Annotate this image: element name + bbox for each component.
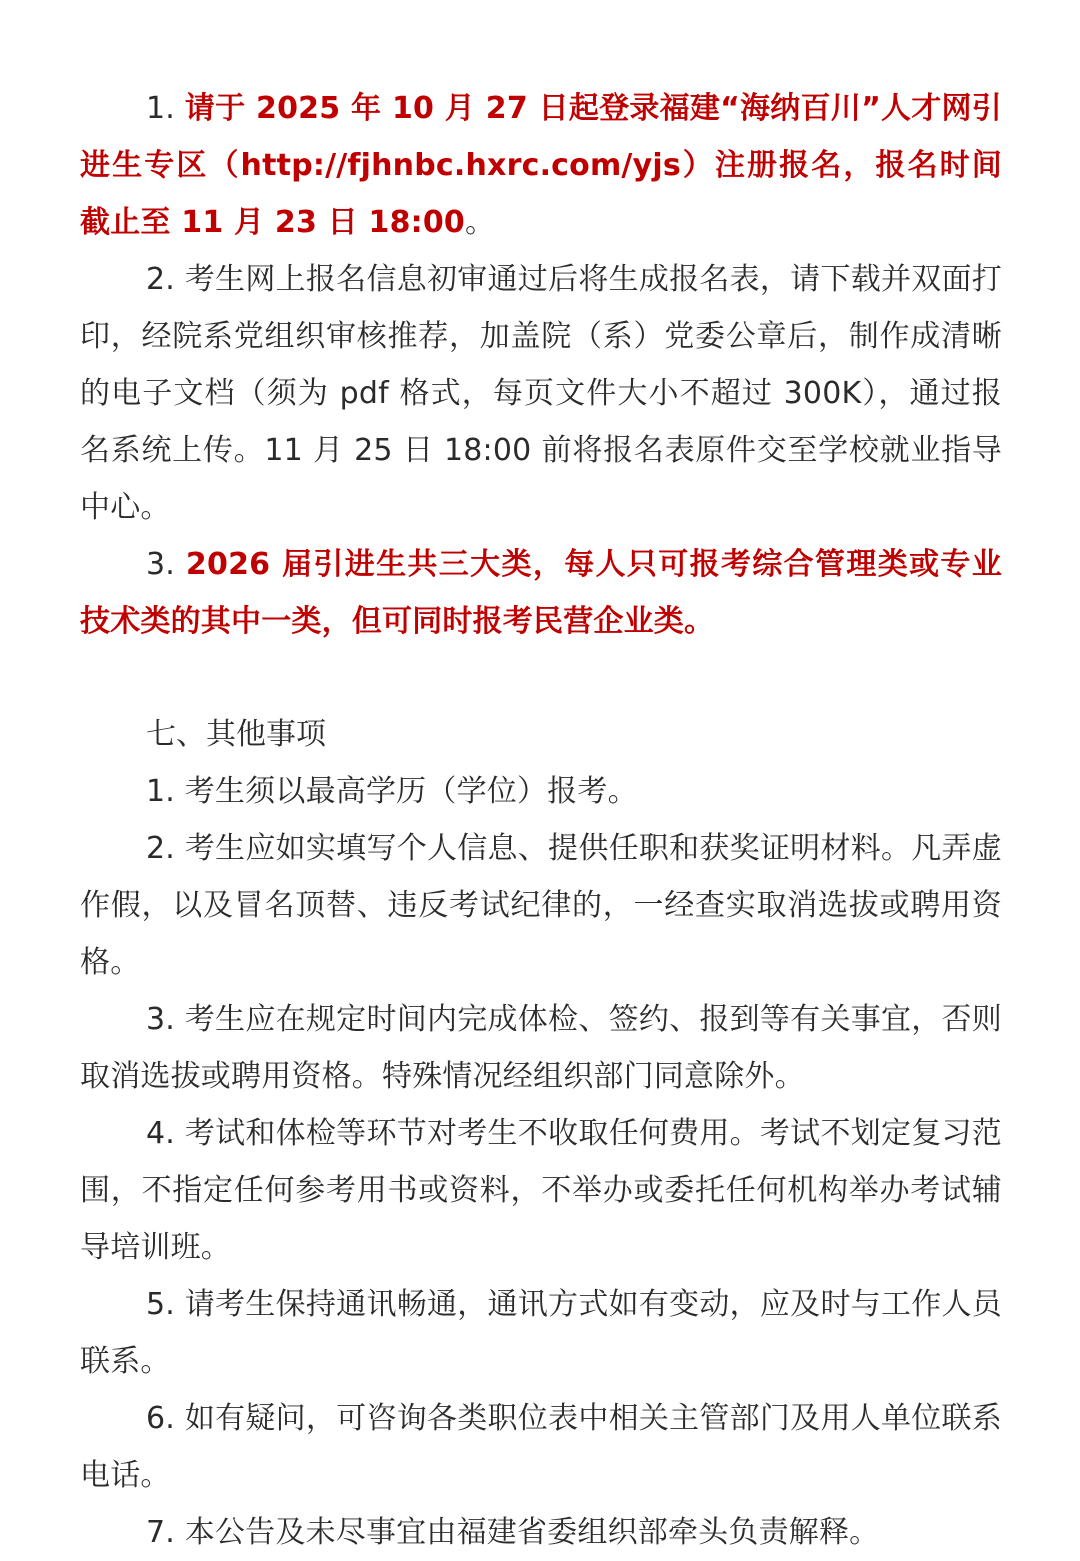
other-item-6 xyxy=(80,1390,1002,1504)
registration-deadline-text: 请于 2025 年 10 月 27 日起登录福建“海纳百川”人才网引进生专区（http://fjhnbc.hxrc.com/yjs）注册报名，报名时间截止至 11 月 23 日 18:00 xyxy=(80,91,1002,240)
item-number: 1. xyxy=(146,91,176,126)
other-item-2 xyxy=(80,820,1002,991)
other-item-7 xyxy=(80,1504,1002,1561)
item-number: 2. xyxy=(146,831,176,866)
item-number: 3. xyxy=(146,1002,176,1037)
section-gap xyxy=(80,650,1002,706)
other-item-4 xyxy=(80,1105,1002,1276)
item-text: 本公告及未尽事宜由福建省委组织部牵头负责解释。 xyxy=(184,1515,880,1550)
registration-item-2 xyxy=(80,251,1002,536)
item-text: 请考生保持通讯畅通，通讯方式如有变动，应及时与工作人员联系。 xyxy=(80,1287,1002,1379)
item-text: 考生网上报名信息初审通过后将生成报名表，请下载并双面打印，经院系党组织审核推荐，加盖院（系）党委公章后，制作成清晰的电子文档（须为 pdf 格式，每页文件大小不超过 300K），通过报名系统上传。11 月 25 日 18:00 前将报名表原件交至学校就业指导中心。 xyxy=(80,262,1002,525)
registration-item-3 xyxy=(80,536,1002,650)
item-number: 5. xyxy=(146,1287,176,1322)
item-text: 如有疑问，可咨询各类职位表中相关主管部门及用人单位联系电话。 xyxy=(80,1401,1002,1493)
item-number: 4. xyxy=(146,1116,176,1151)
other-item-1 xyxy=(80,763,1002,820)
item-number: 7. xyxy=(146,1515,176,1550)
item-text: 考试和体检等环节对考生不收取任何费用。考试不划定复习范围，不指定任何参考用书或资料，不举办或委托任何机构举办考试辅导培训班。 xyxy=(80,1116,1002,1265)
item-text: 考生应在规定时间内完成体检、签约、报到等有关事宜，否则取消选拔或聘用资格。特殊情况经组织部门同意除外。 xyxy=(80,1002,1002,1094)
item-text: 考生应如实填写个人信息、提供任职和获奖证明材料。凡弄虚作假，以及冒名顶替、违反考试纪律的，一经查实取消选拔或聘用资格。 xyxy=(80,831,1002,980)
category-rule-text: 2026 届引进生共三大类，每人只可报考综合管理类或专业技术类的其中一类，但可同时报考民营企业类。 xyxy=(80,547,1002,639)
registration-item-1 xyxy=(80,80,1002,251)
section-heading-other-matters: 七、其他事项 xyxy=(146,717,326,752)
other-item-3 xyxy=(80,991,1002,1105)
item-number: 1. xyxy=(146,774,176,809)
document-body xyxy=(80,80,1002,1561)
other-item-5 xyxy=(80,1276,1002,1390)
item-number: 6. xyxy=(146,1401,176,1436)
item-tail: 。 xyxy=(465,205,496,240)
item-number: 3. xyxy=(146,547,176,582)
item-number: 2. xyxy=(146,262,176,297)
item-text: 考生须以最高学历（学位）报考。 xyxy=(184,774,638,809)
